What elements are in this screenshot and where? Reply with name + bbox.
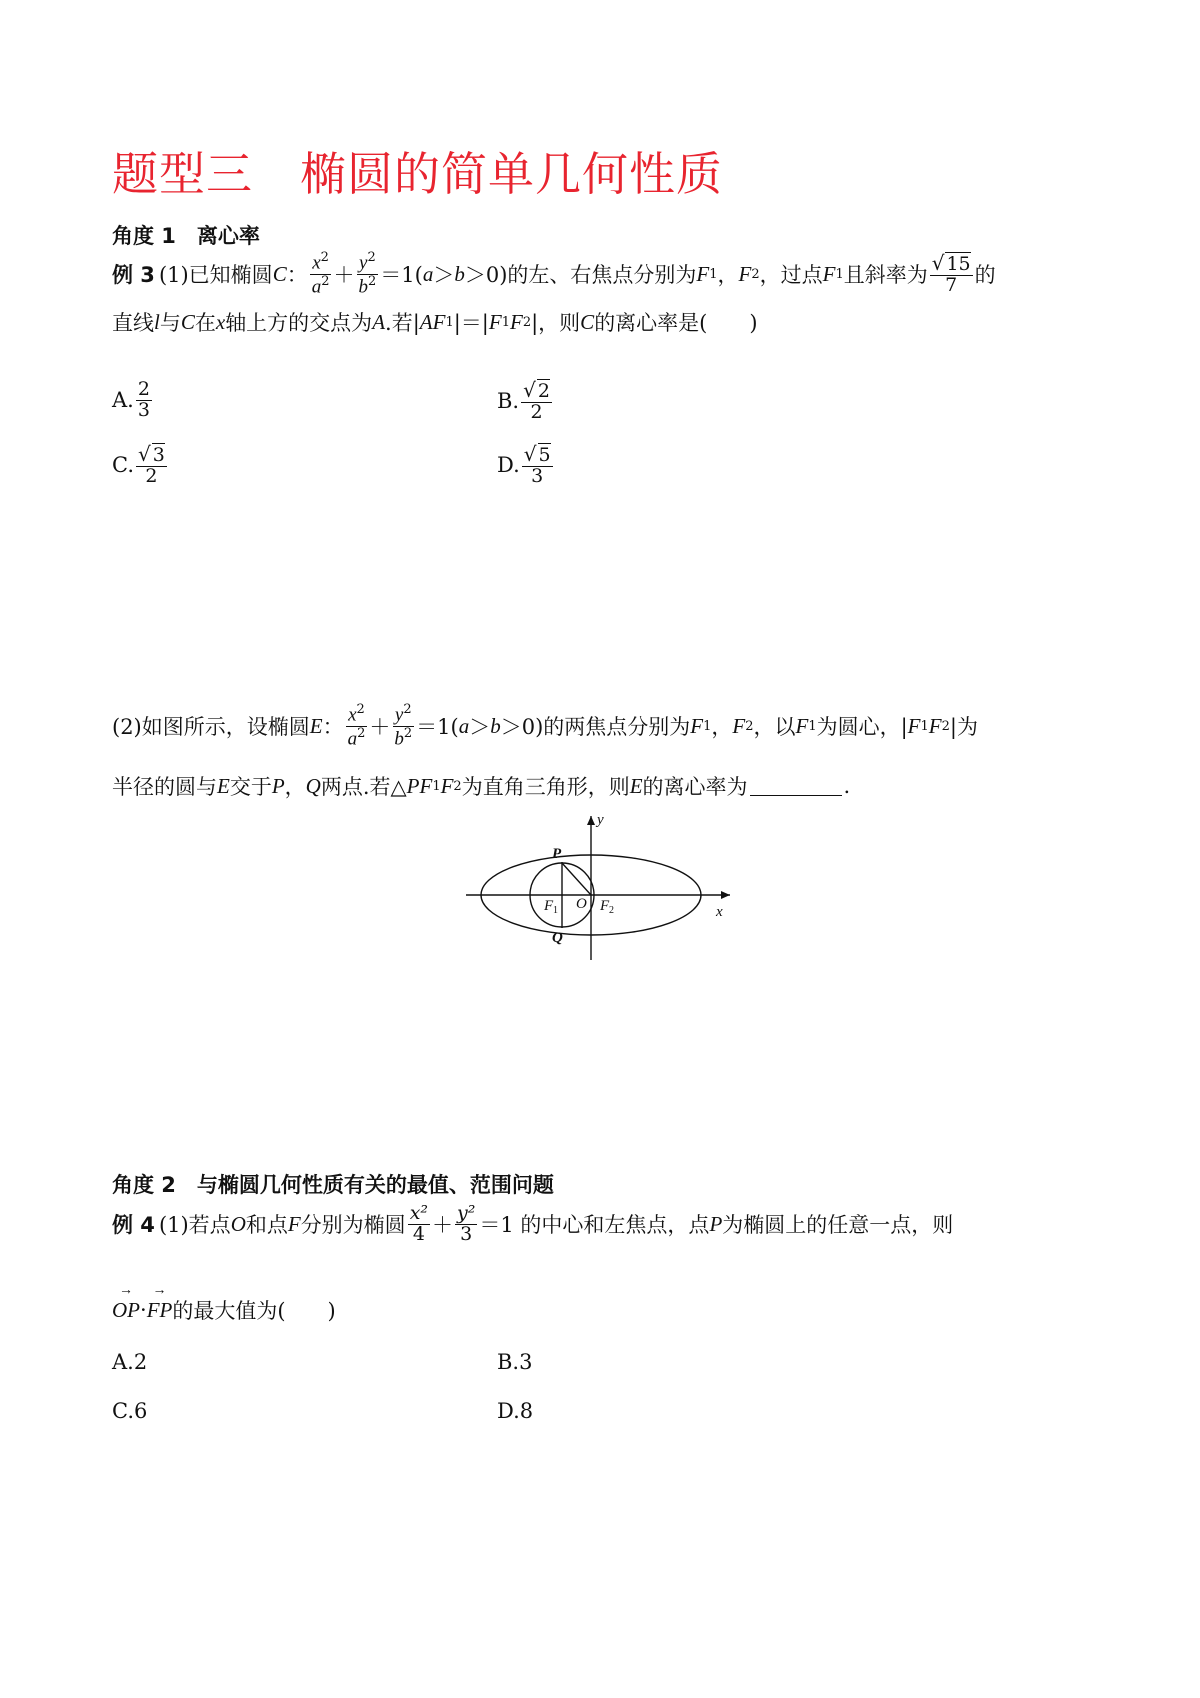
text: ＞0)的左、右焦点分别为 — [464, 263, 697, 287]
subheading-angle-2: 角度 2 与椭圆几何性质有关的最值、范围问题 — [112, 1173, 554, 1197]
vector-op: → OP — [112, 1298, 140, 1323]
option-a[interactable]: A. $\frac{2}{3}$ — [112, 378, 150, 421]
svg-text:2: 2 — [609, 905, 614, 916]
symbol: C — [272, 261, 287, 286]
text: ： — [286, 263, 308, 287]
option-d[interactable]: D. $\frac{√ 5}{3}$ — [497, 442, 551, 487]
fraction-x2-over-4: $\frac{\text{x²}}{4}$ — [409, 1201, 429, 1245]
label-o: O — [576, 896, 587, 912]
plus-sign: ＋ — [333, 263, 355, 287]
label-q: Q — [552, 930, 563, 946]
fraction-x2-over-a2: $\frac{x^2}{a^2}$ — [347, 702, 366, 749]
section-title: 题型三 椭圆的简单几何性质 — [112, 147, 723, 201]
subheading-angle-1: 角度 1 离心率 — [112, 224, 260, 248]
x-arrow — [721, 891, 730, 899]
fraction-slope: $\frac{√ 15}{7}$ — [931, 250, 971, 296]
label-p: P — [552, 846, 562, 862]
svg-text:1: 1 — [553, 905, 558, 916]
option-a[interactable]: A. 2 — [112, 1350, 148, 1374]
label-x: x — [716, 904, 723, 920]
text: (1)已知椭圆 — [158, 263, 273, 287]
y-arrow — [587, 816, 595, 825]
text: ＝1( — [380, 263, 423, 287]
example-4-line-1: 例 4 (1)若点 O 和点 F 分别为椭圆 $\frac{\text{x²}}{4}$ ＋ $\frac{\text{y²}}{3}$ ＝1 的中心和左焦点，点 P 为椭圆上的任意一点，则 — [112, 1201, 954, 1245]
example-4-label: 例 4 — [112, 1213, 155, 1237]
example-3-part-2-line-2: 半径的圆与 E 交于 P ， Q 两点.若△ P F 1 F 2 为直角三角形，则 E 的离心率为 . — [112, 773, 851, 799]
example-3-label: 例 3 — [112, 263, 155, 287]
option-d[interactable]: D. 8 — [497, 1399, 534, 1423]
fraction-x2-over-a2: $\frac{x^2}{a^2}$ — [311, 250, 330, 297]
option-b[interactable]: B. $\frac{√ 2}{2}$ — [497, 378, 550, 423]
ellipse-figure — [460, 808, 750, 968]
label-f1: F — [544, 898, 554, 914]
example-3-part-1-line-1: 例 3 (1)已知椭圆 C ： $\frac{x^2}{a^2}$ ＋ $\frac{y^2}{b^2}$ ＝1( a ＞ b ＞0)的左、右焦点分别为 F 1 ， F 2 ，过点 F 1 且斜率为 $\frac{√ 15}{7}$ 的 — [112, 250, 996, 297]
label-f2: F — [600, 898, 610, 914]
example-4-line-2: → OP · → FP 的最大值为( ) — [112, 1294, 336, 1326]
option-c[interactable]: C. $\frac{√ 3}{2}$ — [112, 442, 165, 487]
label-y: y — [597, 812, 604, 828]
example-3-part-1-line-2: 直线 l 与 C 在 x 轴上方的交点为 A .若| A F 1 |＝| F 1 F 2 |，则 C 的离心率是( ) — [112, 309, 758, 335]
answer-blank[interactable] — [750, 777, 842, 796]
option-b[interactable]: B. 3 — [497, 1350, 533, 1374]
segment-pf2 — [562, 863, 591, 895]
fraction-y2-over-3: $\frac{\text{y²}}{3}$ — [457, 1201, 476, 1245]
fraction-y2-over-b2: $\frac{y^2}{b^2}$ — [394, 702, 413, 749]
fraction-y2-over-b2: $\frac{y^2}{b^2}$ — [358, 250, 377, 297]
example-3-part-2-line-1: (2)如图所示，设椭圆 E ： $\frac{x^2}{a^2}$ ＋ $\frac{y^2}{b^2}$ ＝1( a ＞ b ＞0)的两焦点分别为 F 1 ， F 2 ，以 F 1 为圆心，| F 1 F 2 |为 — [112, 702, 978, 749]
option-c[interactable]: C. 6 — [112, 1399, 148, 1423]
vector-fp: → FP — [147, 1298, 173, 1323]
